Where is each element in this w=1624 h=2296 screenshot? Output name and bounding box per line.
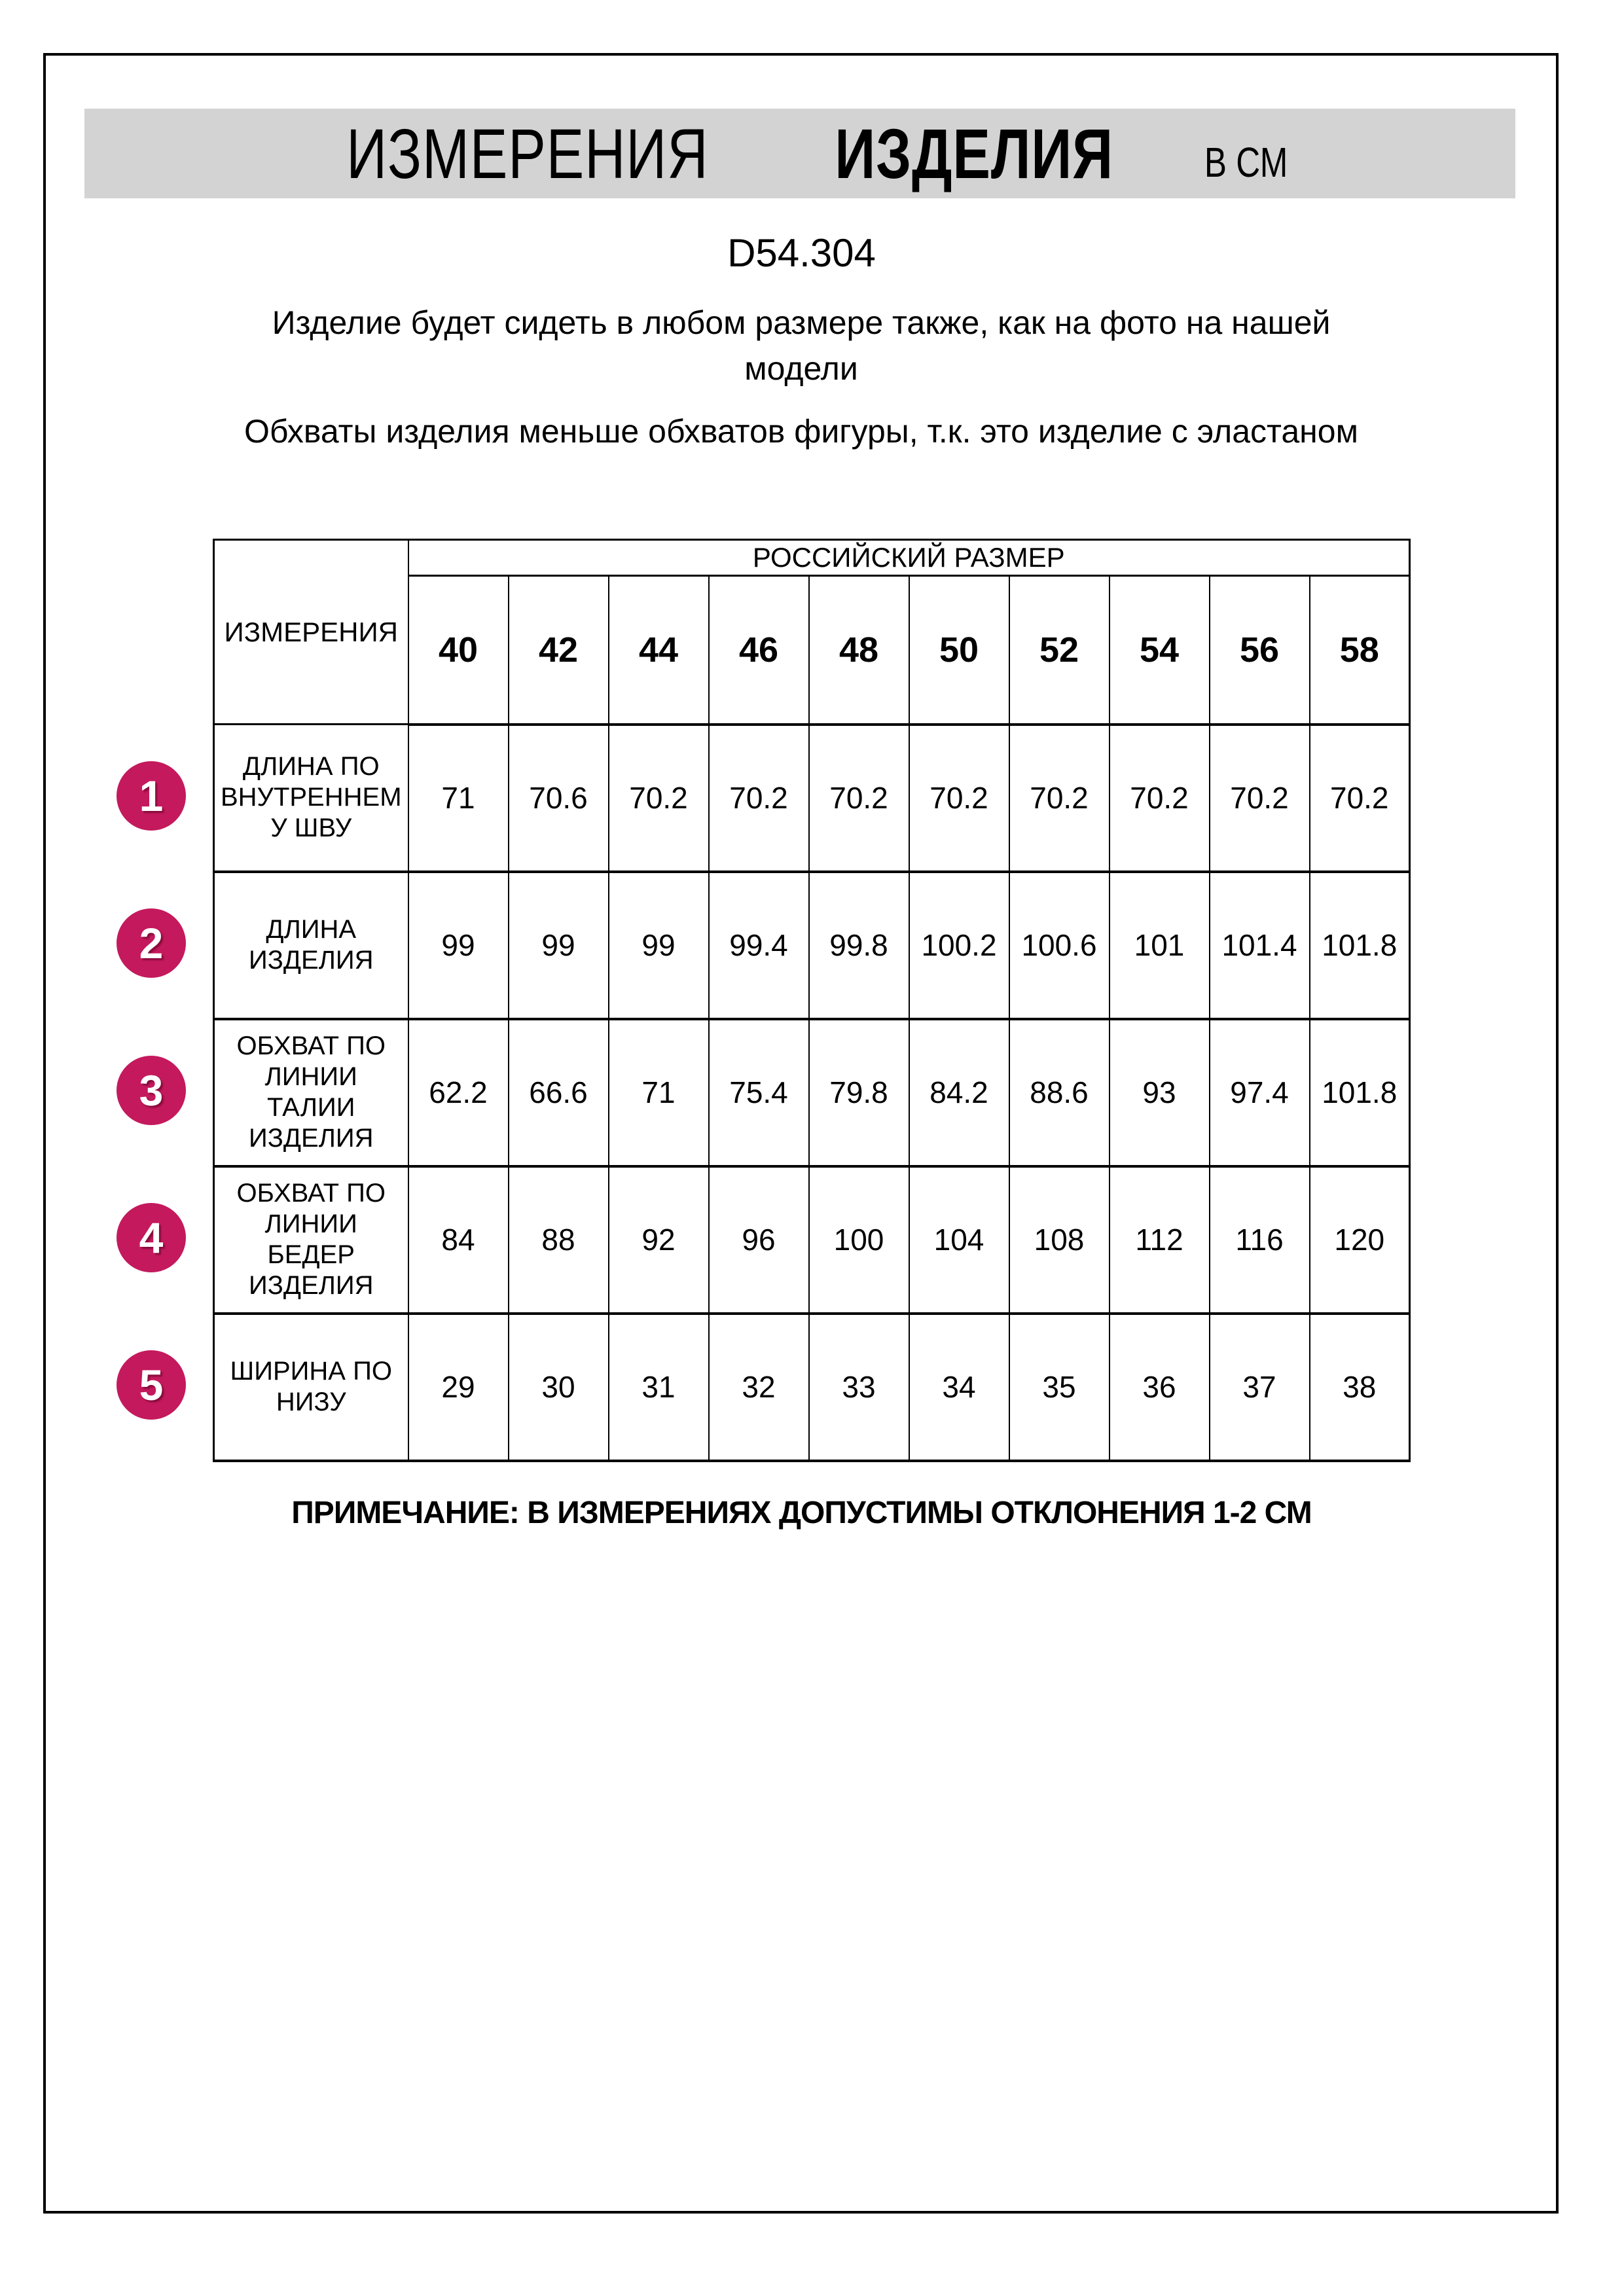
measurement-value-cell: 37 <box>1210 1314 1310 1461</box>
size-col-header: 46 <box>709 576 809 725</box>
measurement-label: ДЛИНА ПО ВНУТРЕННЕМУ ШВУ <box>214 725 408 872</box>
measurement-value-cell: 79.8 <box>809 1019 909 1166</box>
measurement-value-cell: 99 <box>509 872 609 1019</box>
measurement-value-cell: 92 <box>609 1166 709 1314</box>
intro-paragraph-elastane: Обхваты изделия меньше обхватов фигуры, т.к. это изделие с эластаном <box>244 413 1358 450</box>
size-col-header: 48 <box>809 576 909 725</box>
size-col-header: 42 <box>509 576 609 725</box>
row-number-badge <box>117 761 186 831</box>
measurement-value-cell: 101 <box>1110 872 1210 1019</box>
page-title-word-product: ИЗДЕЛИЯ <box>835 114 1114 193</box>
table-row <box>214 725 1410 872</box>
measurement-value-cell: 35 <box>1009 1314 1110 1461</box>
size-col-header: 52 <box>1009 576 1110 725</box>
measurement-value-cell: 101.8 <box>1310 872 1410 1019</box>
measurement-label: ОБХВАТ ПО ЛИНИИ ТАЛИИ ИЗДЕЛИЯ <box>214 1019 408 1166</box>
measurement-value-cell: 88.6 <box>1009 1019 1110 1166</box>
measurement-value-cell: 120 <box>1310 1166 1410 1314</box>
title-bar <box>84 109 1515 198</box>
measurement-value-cell: 75.4 <box>709 1019 809 1166</box>
measurement-value-cell: 70.2 <box>1009 725 1110 872</box>
size-col-header: 58 <box>1310 576 1410 725</box>
row-number-badge <box>117 908 186 978</box>
measurement-label: ДЛИНА ИЗДЕЛИЯ <box>214 872 408 1019</box>
size-col-header: 54 <box>1110 576 1210 725</box>
row-number-badge <box>117 1056 186 1125</box>
measurement-label: ОБХВАТ ПО ЛИНИИ БЕДЕР ИЗДЕЛИЯ <box>214 1166 408 1314</box>
measurement-value-cell: 70.2 <box>1210 725 1310 872</box>
measurements-tbody <box>214 725 1410 1461</box>
measurement-value-cell: 99.4 <box>709 872 809 1019</box>
row-number: 2 <box>139 919 164 967</box>
tolerance-note: ПРИМЕЧАНИЕ: В ИЗМЕРЕНИЯХ ДОПУСТИМЫ ОТКЛОНЕНИЯ 1-2 СМ <box>291 1496 1312 1530</box>
intro-paragraph-fit: Изделие будет сидеть в любом размере также, как на фото на нашей модели <box>272 304 1331 387</box>
measurement-value-cell: 100.6 <box>1009 872 1110 1019</box>
size-col-header: 56 <box>1210 576 1310 725</box>
russian-size-header-row <box>214 540 1410 576</box>
measurement-value-cell: 116 <box>1210 1166 1310 1314</box>
measurement-value-cell: 112 <box>1110 1166 1210 1314</box>
measurement-value-cell: 33 <box>809 1314 909 1461</box>
table-row <box>214 1019 1410 1166</box>
row-number: 4 <box>139 1213 164 1262</box>
size-col-header: 40 <box>408 576 509 725</box>
measurement-value-cell: 96 <box>709 1166 809 1314</box>
size-col-header: 44 <box>609 576 709 725</box>
size-table <box>213 539 1411 1462</box>
measurement-value-cell: 101.8 <box>1310 1019 1410 1166</box>
measurement-value-cell: 34 <box>909 1314 1009 1461</box>
model-number: D54.304 <box>727 231 876 275</box>
measurement-value-cell: 108 <box>1009 1166 1110 1314</box>
size-col-header: 50 <box>909 576 1009 725</box>
measurement-value-cell: 100.2 <box>909 872 1009 1019</box>
measurements-corner-header: ИЗМЕРЕНИЯ <box>214 540 408 725</box>
measurement-value-cell: 70.2 <box>1110 725 1210 872</box>
russian-size-header: РОССИЙСКИЙ РАЗМЕР <box>408 540 1410 576</box>
measurement-value-cell: 101.4 <box>1210 872 1310 1019</box>
measurement-value-cell: 70.2 <box>909 725 1009 872</box>
measurement-value-cell: 99 <box>609 872 709 1019</box>
measurement-value-cell: 36 <box>1110 1314 1210 1461</box>
measurement-value-cell: 66.6 <box>509 1019 609 1166</box>
measurement-value-cell: 93 <box>1110 1019 1210 1166</box>
measurement-value-cell: 70.2 <box>609 725 709 872</box>
page-title-word-measurements: ИЗМЕРЕНИЯ <box>346 114 709 193</box>
measurement-value-cell: 99.8 <box>809 872 909 1019</box>
row-number: 3 <box>139 1066 164 1115</box>
measurement-value-cell: 88 <box>509 1166 609 1314</box>
page-title-units: В СМ <box>1204 138 1288 186</box>
measurement-value-cell: 97.4 <box>1210 1019 1310 1166</box>
measurement-value-cell: 99 <box>408 872 509 1019</box>
measurement-value-cell: 84 <box>408 1166 509 1314</box>
measurement-value-cell: 30 <box>509 1314 609 1461</box>
table-row <box>214 872 1410 1019</box>
measurement-value-cell: 71 <box>408 725 509 872</box>
measurement-value-cell: 62.2 <box>408 1019 509 1166</box>
measurement-value-cell: 32 <box>709 1314 809 1461</box>
measurement-value-cell: 70.2 <box>1310 725 1410 872</box>
row-number-badge <box>117 1203 186 1272</box>
row-number-badge <box>117 1350 186 1420</box>
measurement-value-cell: 104 <box>909 1166 1009 1314</box>
measurement-value-cell: 100 <box>809 1166 909 1314</box>
measurement-value-cell: 71 <box>609 1019 709 1166</box>
row-number: 5 <box>139 1361 164 1409</box>
table-row <box>214 1166 1410 1314</box>
measurement-label: ШИРИНА ПО НИЗУ <box>214 1314 408 1461</box>
measurement-value-cell: 29 <box>408 1314 509 1461</box>
measurement-value-cell: 70.6 <box>509 725 609 872</box>
measurement-value-cell: 70.2 <box>809 725 909 872</box>
table-row <box>214 1314 1410 1461</box>
row-number: 1 <box>139 772 164 820</box>
measurement-value-cell: 70.2 <box>709 725 809 872</box>
measurement-value-cell: 38 <box>1310 1314 1410 1461</box>
measurement-value-cell: 84.2 <box>909 1019 1009 1166</box>
measurement-value-cell: 31 <box>609 1314 709 1461</box>
